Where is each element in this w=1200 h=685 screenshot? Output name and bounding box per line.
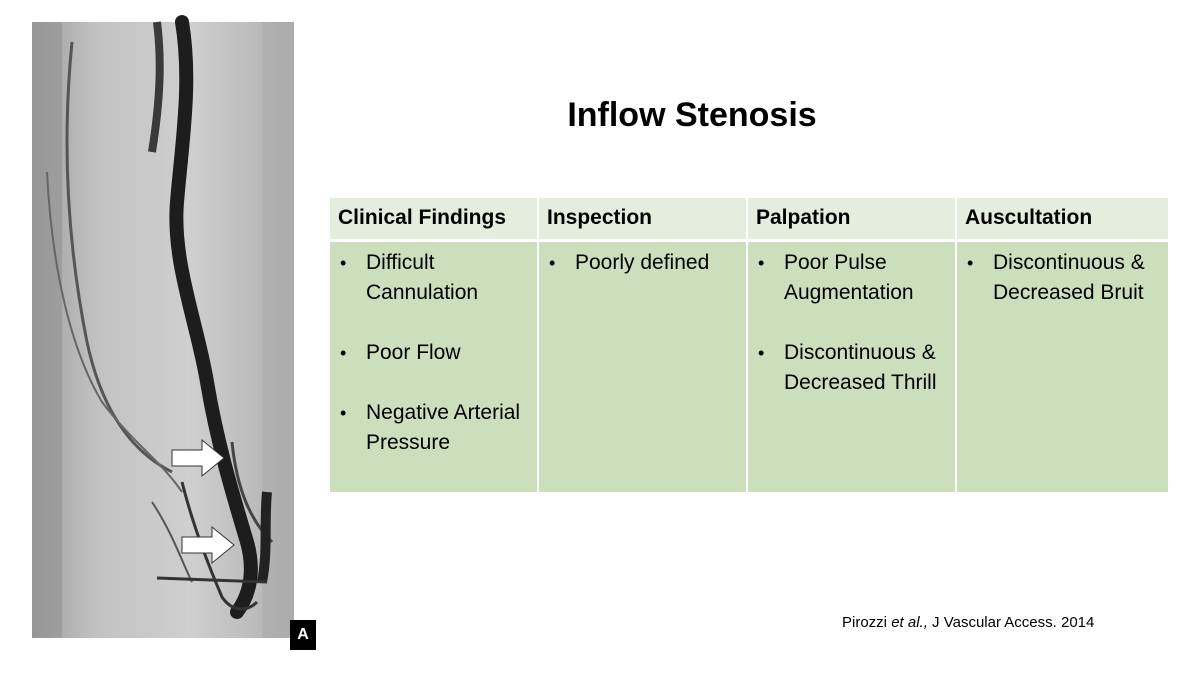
- angiogram-graphic: [32, 22, 294, 638]
- citation-source: J Vascular Access. 2014: [927, 614, 1095, 631]
- slide-title: Inflow Stenosis: [567, 96, 817, 134]
- angiogram-image: [32, 22, 309, 643]
- list-item: • Poor Flow: [338, 338, 529, 368]
- panel-label: A: [290, 620, 316, 650]
- list-item: • Discontinuous & Decreased Bruit: [965, 248, 1160, 308]
- findings-table: [330, 198, 1168, 492]
- header-inspection: Inspection: [539, 198, 748, 242]
- header-palpation: Palpation: [748, 198, 957, 242]
- header-clinical-findings: Clinical Findings: [330, 198, 539, 242]
- cell-inspection: [539, 242, 748, 492]
- header-auscultation: Auscultation: [957, 198, 1168, 242]
- list-item: • Poorly defined: [547, 248, 738, 278]
- list-item: • Discontinuous & Decreased Thrill: [756, 338, 947, 398]
- table-row: [330, 242, 1168, 492]
- list-item: • Poor Pulse Augmentation: [756, 248, 947, 308]
- citation-etal: et al.,: [891, 614, 928, 631]
- citation: [842, 614, 1094, 631]
- table-header-row: [330, 198, 1168, 242]
- list-item: • Difficult Cannulation: [338, 248, 529, 308]
- cell-palpation: [748, 242, 957, 492]
- list-item: • Negative Arterial Pressure: [338, 398, 529, 458]
- cell-auscultation: [957, 242, 1168, 492]
- cell-clinical-findings: [330, 242, 539, 492]
- citation-author: Pirozzi: [842, 614, 888, 631]
